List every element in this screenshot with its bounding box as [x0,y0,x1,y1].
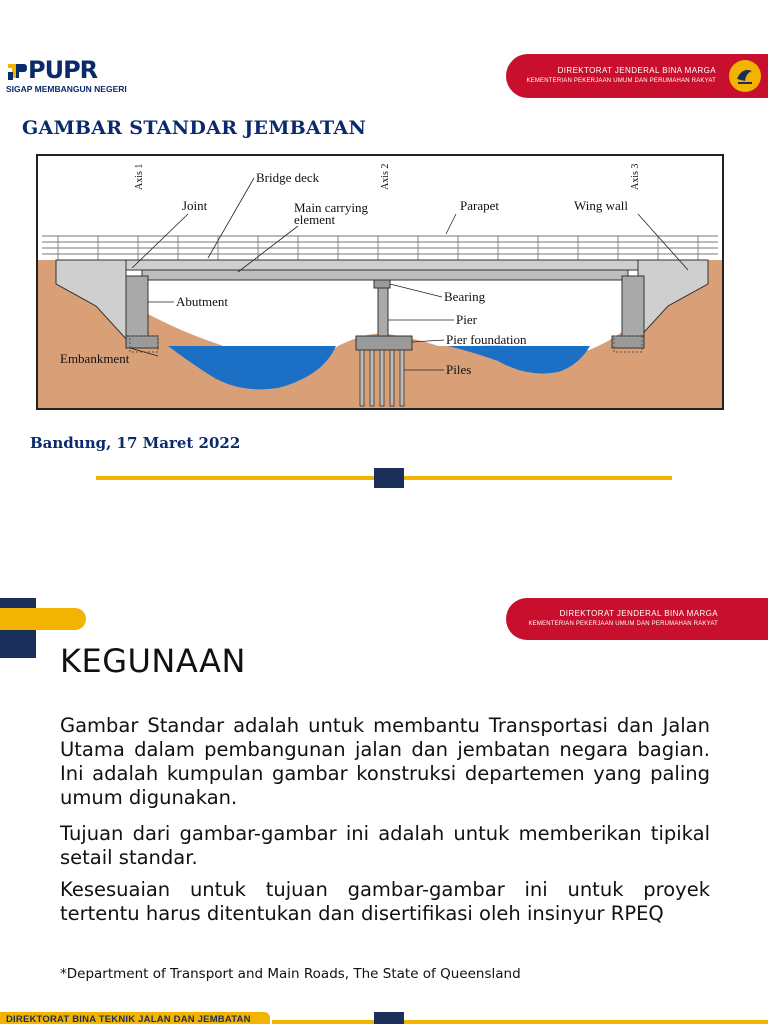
label-bearing: Bearing [444,289,486,304]
pier-bearing [374,280,390,288]
right-footing [612,336,644,348]
pier-column [378,288,388,336]
label-pier-foundation: Pier foundation [446,332,527,347]
label-piles: Piles [446,362,472,377]
bridge-diagram [36,154,724,410]
paragraph-2: Tujuan dari gambar-gambar ini adalah untuk memberikan tipikal setail standar. [60,822,710,869]
label-embankment: Embankment [60,351,130,366]
footer-text: DIREKTORAT BINA TEKNIK JALAN DAN JEMBATAN [6,1014,251,1024]
label-main-carrying-1: Main carrying [294,200,369,215]
parapet-rails [42,236,718,254]
bridge-deck [126,260,638,270]
bridge-diagram-svg [38,156,722,408]
logo-text: PUPR [28,56,98,84]
banner-directorate: DIREKTORAT JENDERAL BINA MARGA [557,66,716,75]
label-joint: Joint [182,198,208,213]
label-pier: Pier [456,312,477,327]
main-girder [142,270,628,280]
page-title: GAMBAR STANDAR JEMBATAN [22,117,367,139]
banner-ministry: KEMENTERIAN PEKERJAAN UMUM DAN PERUMAHAN RAKYAT [526,78,716,84]
ministry-banner [506,598,768,640]
left-footing [126,336,158,348]
axis-2-label: Axis 2 [380,163,391,190]
slide-kegunaan [0,512,768,1024]
banner-ministry: KEMENTERIAN PEKERJAAN UMUM DAN PERUMAHAN RAKYAT [528,621,718,627]
ministry-banner [506,54,768,98]
paragraph-3: Kesesuaian untuk tujuan gambar-gambar ini untuk proyek tertentu harus ditentukan dan disertifikasi oleh insinyur RPEQ [60,878,710,925]
pupr-logo [6,58,126,98]
footer-square [374,1012,404,1024]
logo-tagline: SIGAP MEMBANGUN NEGERI [6,84,127,94]
label-bridge-deck: Bridge deck [256,170,320,185]
left-abutment [126,276,148,340]
axis-1-label: Axis 1 [134,163,145,190]
banner-directorate: DIREKTORAT JENDERAL BINA MARGA [559,609,718,618]
date-location: Bandung, 17 Maret 2022 [30,434,241,452]
footer-line [272,1020,768,1024]
divider-square [374,468,404,488]
label-main-carrying-2: element [294,212,336,227]
corner-accent-yellow [0,608,86,630]
label-wing-wall: Wing wall [574,198,628,213]
paragraph-1: Gambar Standar adalah untuk membantu Transportasi dan Jalan Utama dalam pembangunan jalan dan jembatan negara bagian. Ini adalah kumpulan gambar konstruksi departemen yang paling umum digunakan. [60,714,710,809]
label-parapet: Parapet [460,198,499,213]
axis-3-label: Axis 3 [630,163,641,190]
section-title: KEGUNAAN [60,642,246,680]
pupr-emblem-icon [6,60,28,82]
footnote: *Department of Transport and Main Roads, The State of Queensland [60,966,521,982]
label-abutment: Abutment [176,294,228,309]
ministry-emblem-icon [728,59,762,93]
pier-foundation [356,336,412,350]
right-abutment [622,276,644,340]
